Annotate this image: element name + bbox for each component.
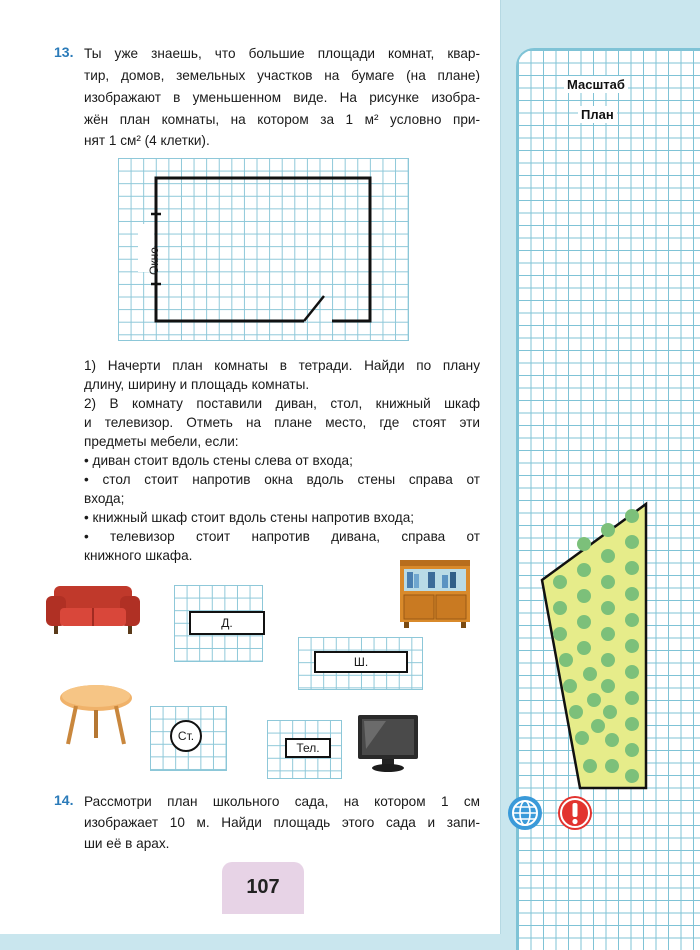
tv-marker: Тел. bbox=[285, 738, 331, 758]
task-14-number: 14. bbox=[54, 792, 74, 808]
task-13-number: 13. bbox=[54, 44, 74, 60]
question-line: предметы мебели, если: bbox=[84, 434, 239, 449]
question-line: • книжный шкаф стоит вдоль стены напротив входа; bbox=[84, 510, 415, 525]
question-line: книжного шкафа. bbox=[84, 548, 193, 563]
task-14-line: изображает 10 м. Найди площадь этого сада и запи- bbox=[84, 815, 480, 830]
task-14-line: ши её в арах. bbox=[84, 836, 170, 851]
window-label: Окно bbox=[147, 247, 161, 275]
exclamation-icon bbox=[558, 796, 592, 830]
question-line: и телевизор. Отметь на плане место, где стоят эти bbox=[84, 415, 480, 430]
plan-label: План bbox=[578, 106, 617, 123]
shelf-grid bbox=[298, 637, 423, 690]
sidebar-grid bbox=[516, 48, 700, 950]
page-number: 107 bbox=[222, 862, 304, 914]
tv-grid bbox=[267, 720, 342, 779]
sofa-marker: Д. bbox=[189, 611, 265, 635]
table-marker: Ст. bbox=[170, 720, 202, 752]
intro-line: нят 1 см² (4 клетки). bbox=[84, 133, 210, 148]
sidebar bbox=[502, 0, 700, 934]
sofa-icon bbox=[44, 582, 142, 638]
question-line: 1) Начерти план комнаты в тетради. Найди по плану bbox=[84, 358, 480, 373]
question-line: • телевизор стоит напротив дивана, справа от bbox=[84, 529, 480, 544]
intro-line: жён план комнаты, на котором за 1 м² условно при- bbox=[84, 112, 480, 127]
question-line: • диван стоит вдоль стены слева от входа; bbox=[84, 453, 353, 468]
question-line: • стол стоит напротив окна вдоль стены справа от bbox=[84, 472, 480, 487]
tv-icon bbox=[356, 713, 420, 773]
shelf-marker: Ш. bbox=[314, 651, 408, 673]
intro-line: Ты уже знаешь, что большие площади комнат, квар- bbox=[84, 46, 480, 61]
intro-line: изображают в уменьшенном виде. На рисунке изобра- bbox=[84, 90, 480, 105]
globe-grid-icon bbox=[508, 796, 542, 830]
scale-label: Масштаб bbox=[564, 76, 628, 93]
intro-line: тир, домов, земельных участков на бумаге (на плане) bbox=[84, 68, 480, 83]
sofa-grid bbox=[174, 585, 263, 662]
question-line: длину, ширину и площадь комнаты. bbox=[84, 377, 310, 392]
task-14-line: Рассмотри план школьного сада, на котором 1 см bbox=[84, 794, 480, 809]
room-plan-grid bbox=[118, 158, 409, 341]
question-line: входа; bbox=[84, 491, 125, 506]
bookshelf-icon bbox=[398, 558, 472, 630]
garden-plan bbox=[538, 500, 652, 792]
table-grid bbox=[150, 706, 227, 771]
round-table-icon bbox=[58, 682, 134, 748]
question-line: 2) В комнату поставили диван, стол, книжный шкаф bbox=[84, 396, 480, 411]
